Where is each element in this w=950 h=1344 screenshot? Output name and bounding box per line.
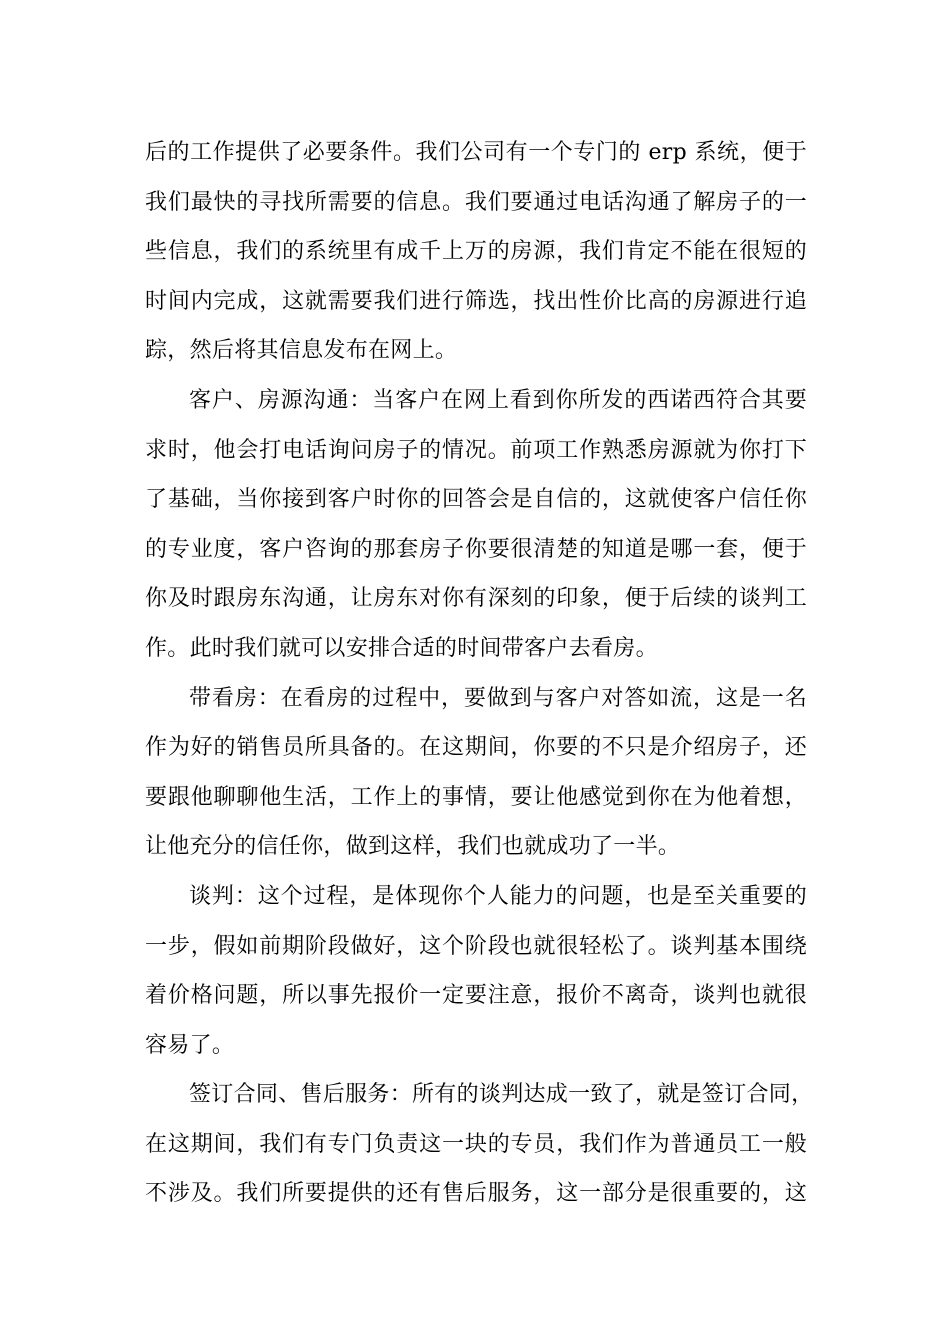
- text-line: 着价格问题，所以事先报价一定要注意，报价不离奇，谈判也就很: [145, 983, 807, 1009]
- document-page: [145, 128, 814, 1219]
- text-line: 一步，假如前期阶段做好，这个阶段也就很轻松了。谈判基本围绕: [145, 933, 807, 959]
- paragraph-start-line: 客户、房源沟通：当客户在网上看到你所发的西诺西符合其要: [189, 387, 807, 413]
- text-line: 些信息，我们的系统里有成千上万的房源，我们肯定不能在很短的: [145, 239, 807, 265]
- text-line: 时间内完成，这就需要我们进行筛选，找出性价比高的房源进行追: [145, 288, 807, 314]
- paragraph-start-line: 签订合同、售后服务：所有的谈判达成一致了，就是签订合同，: [189, 1082, 814, 1108]
- paragraph-start-line: 带看房：在看房的过程中，要做到与客户对答如流，这是一名: [189, 685, 807, 711]
- text-line: 了基础，当你接到客户时你的回答会是自信的，这就使客户信任你: [145, 487, 807, 513]
- text-line: 在这期间，我们有专门负责这一块的专员，我们作为普通员工一般: [145, 1131, 807, 1157]
- text-line: 作为好的销售员所具备的。在这期间，你要的不只是介绍房子，还: [145, 735, 807, 761]
- text-line: 让他充分的信任你，做到这样，我们也就成功了一半。: [145, 834, 681, 860]
- text-line: 的专业度，客户咨询的那套房子你要很清楚的知道是哪一套，便于: [145, 536, 807, 562]
- text-line: 求时，他会打电话询问房子的情况。前项工作熟悉房源就为你打下: [145, 437, 807, 463]
- text-line: 作。此时我们就可以安排合适的时间带客户去看房。: [145, 635, 658, 661]
- text-line: 踪，然后将其信息发布在网上。: [145, 338, 458, 364]
- text-line: 容易了。: [145, 1032, 235, 1058]
- paragraph-start-line: 谈判：这个过程，是体现你个人能力的问题，也是至关重要的: [189, 883, 807, 909]
- text-line: 后的工作提供了必要条件。我们公司有一个专门的 erp 系统，便于: [145, 140, 807, 165]
- text-line: 不涉及。我们所要提供的还有售后服务，这一部分是很重要的，这: [145, 1181, 807, 1207]
- text-line: 要跟他聊聊他生活，工作上的事情，要让他感觉到你在为他着想，: [145, 784, 807, 810]
- text-line: 你及时跟房东沟通，让房东对你有深刻的印象，便于后续的谈判工: [145, 586, 807, 612]
- text-line: 我们最快的寻找所需要的信息。我们要通过电话沟通了解房子的一: [145, 189, 807, 215]
